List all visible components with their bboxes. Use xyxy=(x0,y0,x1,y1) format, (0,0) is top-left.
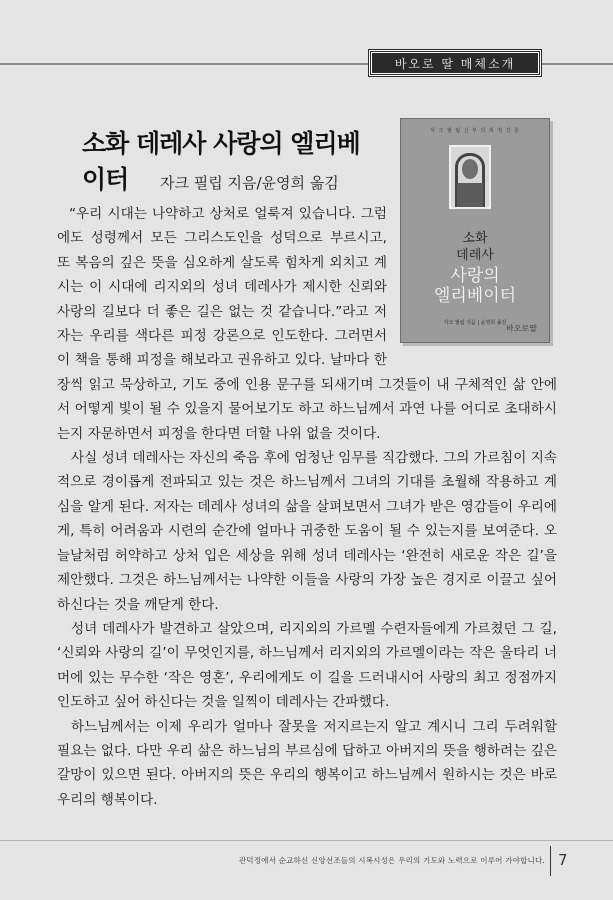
article-paragraph: 성녀 데레사가 발견하고 살았으며, 리지외의 가르멜 수련자들에게 가르쳤던 그 길, ‘신뢰와 사랑의 길’이 무엇인지를, 하느님께서 리지외의 가르멜이라는 작은 울타리 너머에 있는 무수한 ‘작은 영혼’, 우리에게도 이 길을 드러내시어 사랑의 최고 정점까지 인도하고 싶어 하신다는 것을 일찍이 데레사는 간파했다. xyxy=(57,620,557,711)
article-title: 소화 데레사 사랑의 엘리베이터 xyxy=(82,129,360,194)
article-paragraph: 하느님께서는 이제 우리가 얼마나 잘못을 저지르는지 알고 계시니 그리 두려워할 필요는 없다. 다만 우리 삶은 하느님의 부르심에 답하고 아버지의 뜻을 행하려는 깊은 갈망이 있으면 된다. 아버지의 뜻은 우리의 행복이고 하느님께서 원하시는 것은 바로 우리의 행복이다. xyxy=(57,718,557,808)
cover-top-text: 자 크 필 립 신 부 의 피 정 강 론 xyxy=(429,128,521,134)
author-line: 자크 필립 지음/윤영희 옮김 xyxy=(160,174,339,192)
footer-motto: 관덕정에서 순교하신 신앙선조들의 시복시성은 우리의 기도와 노력으로 이루어 가야합니다. xyxy=(238,856,545,865)
page-number: 7 xyxy=(558,851,568,869)
cover-title-line: 데레사 xyxy=(456,248,494,263)
cover-title-line: 사랑의 xyxy=(450,266,500,286)
publisher-logo: 바오로딸 xyxy=(506,324,537,333)
cover-title-line: 엘리베이터 xyxy=(433,286,517,306)
article-paragraph: 사실 성녀 데레사는 자신의 죽음 후에 엄청난 임무를 직감했다. 그의 가르침이 지속적으로 경이롭게 전파되고 있는 것은 하느님께서 그녀의 기대를 초월해 작용하고 계심을 알게 된다. 저자는 데레사 성녀의 삶을 살펴보면서 그녀가 받은 영감들이 우리에게, 특히 어려움과 시련의 순간에 얼마나 귀중한 도움이 될 수 있는지를 보여준다. 오늘날처럼 허약하고 상처 입은 세상을 위해 성녀 데레사는 ‘완전히 새로운 작은 길’을 제안했다. 그것은 하느님께서는 나약한 이들을 사랑의 가장 높은 경지로 이끌고 싶어 하신다는 것을 깨닫게 한다. xyxy=(57,450,557,613)
footer-rule xyxy=(0,840,613,841)
section-label: 바오로 딸 매체소개 xyxy=(369,50,541,76)
cover-title-line: 소화 xyxy=(462,231,488,246)
cover-credit: 자크 필립 지음 | 윤영희 옮김 xyxy=(443,320,507,326)
article-body xyxy=(57,202,557,812)
footer-divider xyxy=(550,846,551,876)
article-paragraph: “우리 시대는 나약하고 상처로 얼룩져 있습니다. 그럼에도 성령께서 모든 그리스도인을 성덕으로 부르시고, 또 복음의 깊은 뜻을 심오하게 살도록 힘차게 외치고 계시는 이 시대에 리지외의 성녀 데레사가 제시한 신뢰와 사랑의 길보다 더 좋은 길은 없는 것 같습니다.”라고 저자는 우리를 색다른 피정 강론으로 인도한다. 그러면서 이 책을 통해 피정을 해보라고 권유하고 있다. 날마다 한 장씩 읽고 묵상하고, 기도 중에 인용 문구를 되새기며 그것들이 내 구체적인 삶 안에서 어떻게 빛이 될 수 있을지 물어보기도 하고 하느님께서 과연 나를 어디로 초대하시는지 자문하면서 피정을 한다면 더할 나위 없을 것이다. xyxy=(57,206,557,442)
cover-portrait xyxy=(449,145,491,209)
